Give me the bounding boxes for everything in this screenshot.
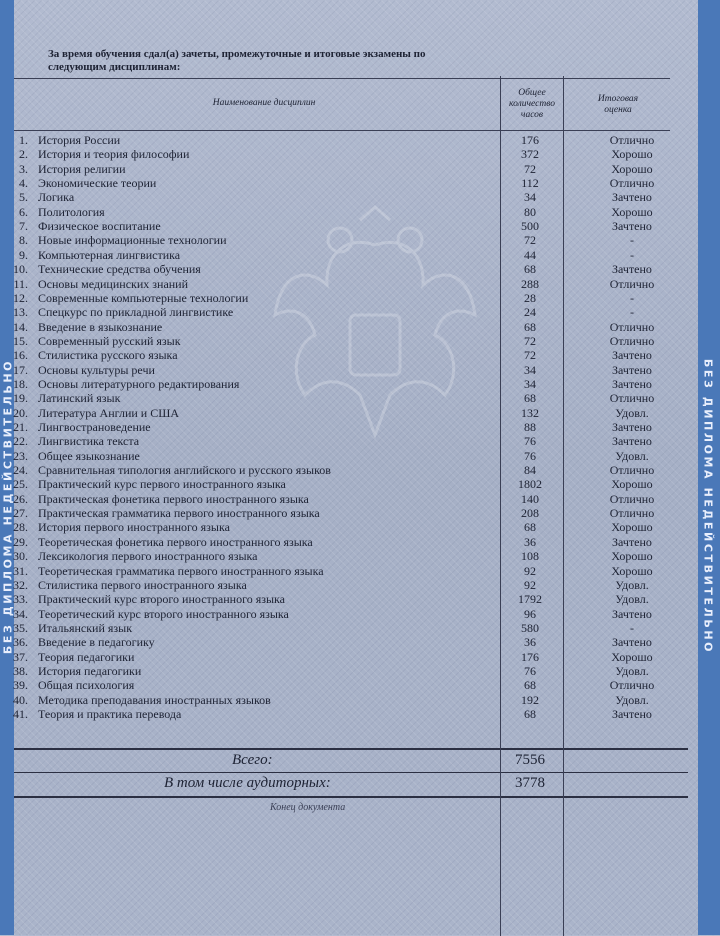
intro-text: За время обучения сдал(а) зачеты, промежуточные и итоговые экзамены по следующим дисциплинам: xyxy=(48,48,426,73)
row-number: 5. xyxy=(19,190,28,205)
hours-value: 72 xyxy=(524,161,536,176)
table-row xyxy=(14,592,688,606)
hours-value: 288 xyxy=(521,276,539,291)
row-number: 30. xyxy=(13,549,28,564)
grade-value: Удовл. xyxy=(615,448,649,463)
hours-value: 34 xyxy=(524,190,536,205)
table-row xyxy=(14,535,688,549)
right-side-text: БЕЗ ДИПЛОМА НЕДЕЙСТВИТЕЛЬНО xyxy=(701,358,715,655)
row-number: 20. xyxy=(13,405,28,420)
row-number: 8. xyxy=(19,233,28,248)
hours-value: 76 xyxy=(524,663,536,678)
discipline-name: Новые информационные технологии xyxy=(38,233,227,248)
hours-value: 84 xyxy=(524,463,536,478)
table-row xyxy=(14,707,688,721)
grade-value: Хорошо xyxy=(611,549,653,564)
discipline-name: Теоретический курс второго иностранного языка xyxy=(38,606,289,621)
hours-value: 176 xyxy=(521,649,539,664)
grade-value: Хорошо xyxy=(611,477,653,492)
row-number: 37. xyxy=(13,649,28,664)
hours-value: 580 xyxy=(521,620,539,635)
row-number: 18. xyxy=(13,376,28,391)
discipline-name: Стилистика первого иностранного языка xyxy=(38,577,247,592)
grade-value: - xyxy=(630,620,634,635)
grade-value: Хорошо xyxy=(611,649,653,664)
discipline-name: История педагогики xyxy=(38,663,142,678)
grade-value: Хорошо xyxy=(611,147,653,162)
table-row xyxy=(14,621,688,635)
hours-value: 1802 xyxy=(518,477,542,492)
row-number: 1. xyxy=(19,133,28,147)
hours-value: 24 xyxy=(524,305,536,320)
discipline-name: Стилистика русского языка xyxy=(38,348,178,363)
grade-value: Отлично xyxy=(609,506,655,521)
table-row xyxy=(14,477,688,491)
row-number: 34. xyxy=(13,606,28,621)
discipline-name: Современный русский язык xyxy=(38,333,181,348)
discipline-name: Сравнительная типология английского и русского языков xyxy=(38,463,331,478)
row-number: 27. xyxy=(13,506,28,521)
discipline-name: Итальянский язык xyxy=(38,620,133,635)
table-row xyxy=(14,277,688,291)
hours-value: 68 xyxy=(524,319,536,334)
hours-value: 92 xyxy=(524,577,536,592)
totals-top-border xyxy=(14,748,688,750)
table-row xyxy=(14,205,688,219)
discipline-name: Практическая грамматика первого иностранного языка xyxy=(38,506,320,521)
totals-middle-border xyxy=(14,772,688,773)
table-row xyxy=(14,578,688,592)
row-number: 4. xyxy=(19,176,28,191)
table-row xyxy=(14,219,688,233)
discipline-name: Физическое воспитание xyxy=(38,219,161,234)
hours-value: 96 xyxy=(524,606,536,621)
grade-value: Отлично xyxy=(609,333,655,348)
hours-value: 176 xyxy=(521,133,539,147)
grade-value: Зачтено xyxy=(612,362,652,377)
grade-value: Зачтено xyxy=(612,219,652,234)
row-number: 11. xyxy=(13,276,28,291)
grade-value: Удовл. xyxy=(615,592,649,607)
table-row xyxy=(14,133,688,147)
hours-value: 80 xyxy=(524,204,536,219)
table-row xyxy=(14,449,688,463)
hours-value: 68 xyxy=(524,520,536,535)
discipline-name: Основы медицинских знаний xyxy=(38,276,189,291)
table-row xyxy=(14,190,688,204)
grade-value: Отлично xyxy=(609,133,655,147)
hours-value: 192 xyxy=(521,692,539,707)
row-number: 26. xyxy=(13,491,28,506)
discipline-name: Теоретическая фонетика первого иностранного языка xyxy=(38,534,313,549)
table-row xyxy=(14,291,688,305)
hours-value: 132 xyxy=(521,405,539,420)
hours-value: 108 xyxy=(521,549,539,564)
header-hours: Общее количество часов xyxy=(509,88,555,120)
grade-value: Отлично xyxy=(609,463,655,478)
table-row xyxy=(14,520,688,534)
table-row xyxy=(14,492,688,506)
discipline-name: Современные компьютерные технологии xyxy=(38,290,249,305)
discipline-name: Введение в педагогику xyxy=(38,635,155,650)
total-value: 7556 xyxy=(515,752,545,768)
table-row xyxy=(14,147,688,161)
table-row xyxy=(14,693,688,707)
discipline-name: История религии xyxy=(38,161,126,176)
discipline-name: Теоретическая грамматика первого иностранного языка xyxy=(38,563,324,578)
grade-value: Зачтено xyxy=(612,606,652,621)
row-number: 23. xyxy=(13,448,28,463)
discipline-name: Лингвистика текста xyxy=(38,434,140,449)
hours-value: 44 xyxy=(524,247,536,262)
table-top-border xyxy=(14,78,670,79)
row-number: 2. xyxy=(19,147,28,162)
table-row xyxy=(14,506,688,520)
grade-value: Отлично xyxy=(609,176,655,191)
table-row xyxy=(14,607,688,621)
grade-value: Зачтено xyxy=(612,707,652,721)
row-number: 41. xyxy=(13,707,28,721)
hours-value: 76 xyxy=(524,434,536,449)
discipline-name: Логика xyxy=(38,190,75,205)
discipline-name: Общая психология xyxy=(38,678,135,693)
hours-value: 36 xyxy=(524,635,536,650)
grade-value: Хорошо xyxy=(611,161,653,176)
disciplines-table xyxy=(14,76,688,936)
hours-value: 88 xyxy=(524,420,536,434)
grade-value: Отлично xyxy=(609,391,655,406)
discipline-name: Методика преподавания иностранных языков xyxy=(38,692,271,707)
classroom-label: В том числе аудиторных: xyxy=(164,775,331,791)
row-number: 36. xyxy=(13,635,28,650)
hours-value: 92 xyxy=(524,563,536,578)
table-row xyxy=(14,434,688,448)
hours-value: 68 xyxy=(524,707,536,721)
row-number: 25. xyxy=(13,477,28,492)
discipline-name: Литература Англии и США xyxy=(38,405,179,420)
table-row xyxy=(14,305,688,319)
table-row xyxy=(14,564,688,578)
discipline-name: Лингвострановедение xyxy=(38,420,151,434)
row-number: 32. xyxy=(13,577,28,592)
left-side-text: БЕЗ ДИПЛОМА НЕДЕЙСТВИТЕЛЬНО xyxy=(1,358,15,655)
hours-value: 112 xyxy=(521,176,539,191)
classroom-value: 3778 xyxy=(515,775,545,791)
table-row xyxy=(14,348,688,362)
row-number: 33. xyxy=(13,592,28,607)
discipline-name: Теория педагогики xyxy=(38,649,135,664)
hours-value: 208 xyxy=(521,506,539,521)
discipline-name: История первого иностранного языка xyxy=(38,520,230,535)
row-number: 16. xyxy=(13,348,28,363)
hours-value: 34 xyxy=(524,376,536,391)
row-number: 17. xyxy=(13,362,28,377)
hours-value: 72 xyxy=(524,233,536,248)
grade-value: Зачтено xyxy=(612,534,652,549)
row-number: 19. xyxy=(13,391,28,406)
row-number: 14. xyxy=(13,319,28,334)
row-number: 3. xyxy=(19,161,28,176)
table-row xyxy=(14,377,688,391)
table-row xyxy=(14,363,688,377)
grade-value: Зачтено xyxy=(612,434,652,449)
grade-value: Отлично xyxy=(609,678,655,693)
row-number: 6. xyxy=(19,204,28,219)
row-number: 31. xyxy=(13,563,28,578)
table-row xyxy=(14,664,688,678)
grade-value: Зачтено xyxy=(612,348,652,363)
hours-value: 34 xyxy=(524,362,536,377)
header-discipline: Наименование дисциплин xyxy=(212,98,316,108)
discipline-name: Теория и практика перевода xyxy=(38,707,182,721)
grade-value: Зачтено xyxy=(612,635,652,650)
row-number: 12. xyxy=(13,290,28,305)
hours-value: 72 xyxy=(524,333,536,348)
discipline-name: Политология xyxy=(38,204,105,219)
hours-value: 68 xyxy=(524,678,536,693)
grade-value: Хорошо xyxy=(611,204,653,219)
row-number: 22. xyxy=(13,434,28,449)
table-row xyxy=(14,650,688,664)
end-of-document-note: Конец документа xyxy=(270,802,346,813)
grade-value: Удовл. xyxy=(615,692,649,707)
grade-value: Зачтено xyxy=(612,376,652,391)
discipline-name: Компьютерная лингвистика xyxy=(38,247,181,262)
discipline-name: Технические средства обучения xyxy=(38,262,201,277)
grade-value: Отлично xyxy=(609,319,655,334)
hours-value: 372 xyxy=(521,147,539,162)
row-number: 9. xyxy=(19,247,28,262)
table-row xyxy=(14,262,688,276)
table-row xyxy=(14,420,688,434)
discipline-name: Введение в языкознание xyxy=(38,319,163,334)
grade-value: Зачтено xyxy=(612,420,652,434)
grade-value: Отлично xyxy=(609,491,655,506)
totals-bottom-border xyxy=(14,796,688,798)
table-row xyxy=(14,549,688,563)
table-row xyxy=(14,176,688,190)
row-number: 38. xyxy=(13,663,28,678)
discipline-name: Лексикология первого иностранного языка xyxy=(38,549,258,564)
discipline-name: Общее языкознание xyxy=(38,448,140,463)
header-bottom-border xyxy=(14,130,670,131)
table-row xyxy=(14,678,688,692)
row-number: 29. xyxy=(13,534,28,549)
discipline-name: Практическая фонетика первого иностранного языка xyxy=(38,491,309,506)
hours-value: 68 xyxy=(524,262,536,277)
discipline-name: Экономические теории xyxy=(38,176,157,191)
table-row xyxy=(14,463,688,477)
grade-value: Удовл. xyxy=(615,405,649,420)
grade-value: - xyxy=(630,305,634,320)
hours-value: 140 xyxy=(521,491,539,506)
row-number: 24. xyxy=(13,463,28,478)
grade-value: - xyxy=(630,290,634,305)
hours-value: 72 xyxy=(524,348,536,363)
row-number: 21. xyxy=(13,420,28,434)
table-row xyxy=(14,248,688,262)
grade-value: - xyxy=(630,233,634,248)
table-row xyxy=(14,233,688,247)
table-row xyxy=(14,162,688,176)
grade-value: Зачтено xyxy=(612,190,652,205)
discipline-name: Латинский язык xyxy=(38,391,121,406)
row-number: 13. xyxy=(13,305,28,320)
header-grade: Итоговая оценка xyxy=(597,94,639,115)
discipline-name: Основы литературного редактирования xyxy=(38,376,240,391)
table-row xyxy=(14,406,688,420)
row-number: 28. xyxy=(13,520,28,535)
row-number: 7. xyxy=(19,219,28,234)
discipline-name: Практический курс второго иностранного языка xyxy=(38,592,286,607)
grade-value: - xyxy=(630,247,634,262)
table-row xyxy=(14,391,688,405)
table-row xyxy=(14,635,688,649)
discipline-name: История и теория философии xyxy=(38,147,190,162)
grade-value: Зачтено xyxy=(612,262,652,277)
grade-value: Удовл. xyxy=(615,577,649,592)
grade-value: Удовл. xyxy=(615,663,649,678)
table-row xyxy=(14,320,688,334)
row-number: 10. xyxy=(13,262,28,277)
discipline-name: Практический курс первого иностранного языка xyxy=(38,477,286,492)
hours-value: 36 xyxy=(524,534,536,549)
total-label: Всего: xyxy=(232,752,273,768)
grade-value: Отлично xyxy=(609,276,655,291)
row-number: 35. xyxy=(13,620,28,635)
row-number: 40. xyxy=(13,692,28,707)
hours-value: 28 xyxy=(524,290,536,305)
row-number: 39. xyxy=(13,678,28,693)
grade-value: Хорошо xyxy=(611,520,653,535)
hours-value: 500 xyxy=(521,219,539,234)
hours-value: 1792 xyxy=(518,592,542,607)
hours-value: 68 xyxy=(524,391,536,406)
hours-value: 76 xyxy=(524,448,536,463)
discipline-name: История России xyxy=(38,133,121,147)
table-row xyxy=(14,334,688,348)
row-number: 15. xyxy=(13,333,28,348)
grade-value: Хорошо xyxy=(611,563,653,578)
discipline-name: Спецкурс по прикладной лингвистике xyxy=(38,305,234,320)
discipline-name: Основы культуры речи xyxy=(38,362,155,377)
